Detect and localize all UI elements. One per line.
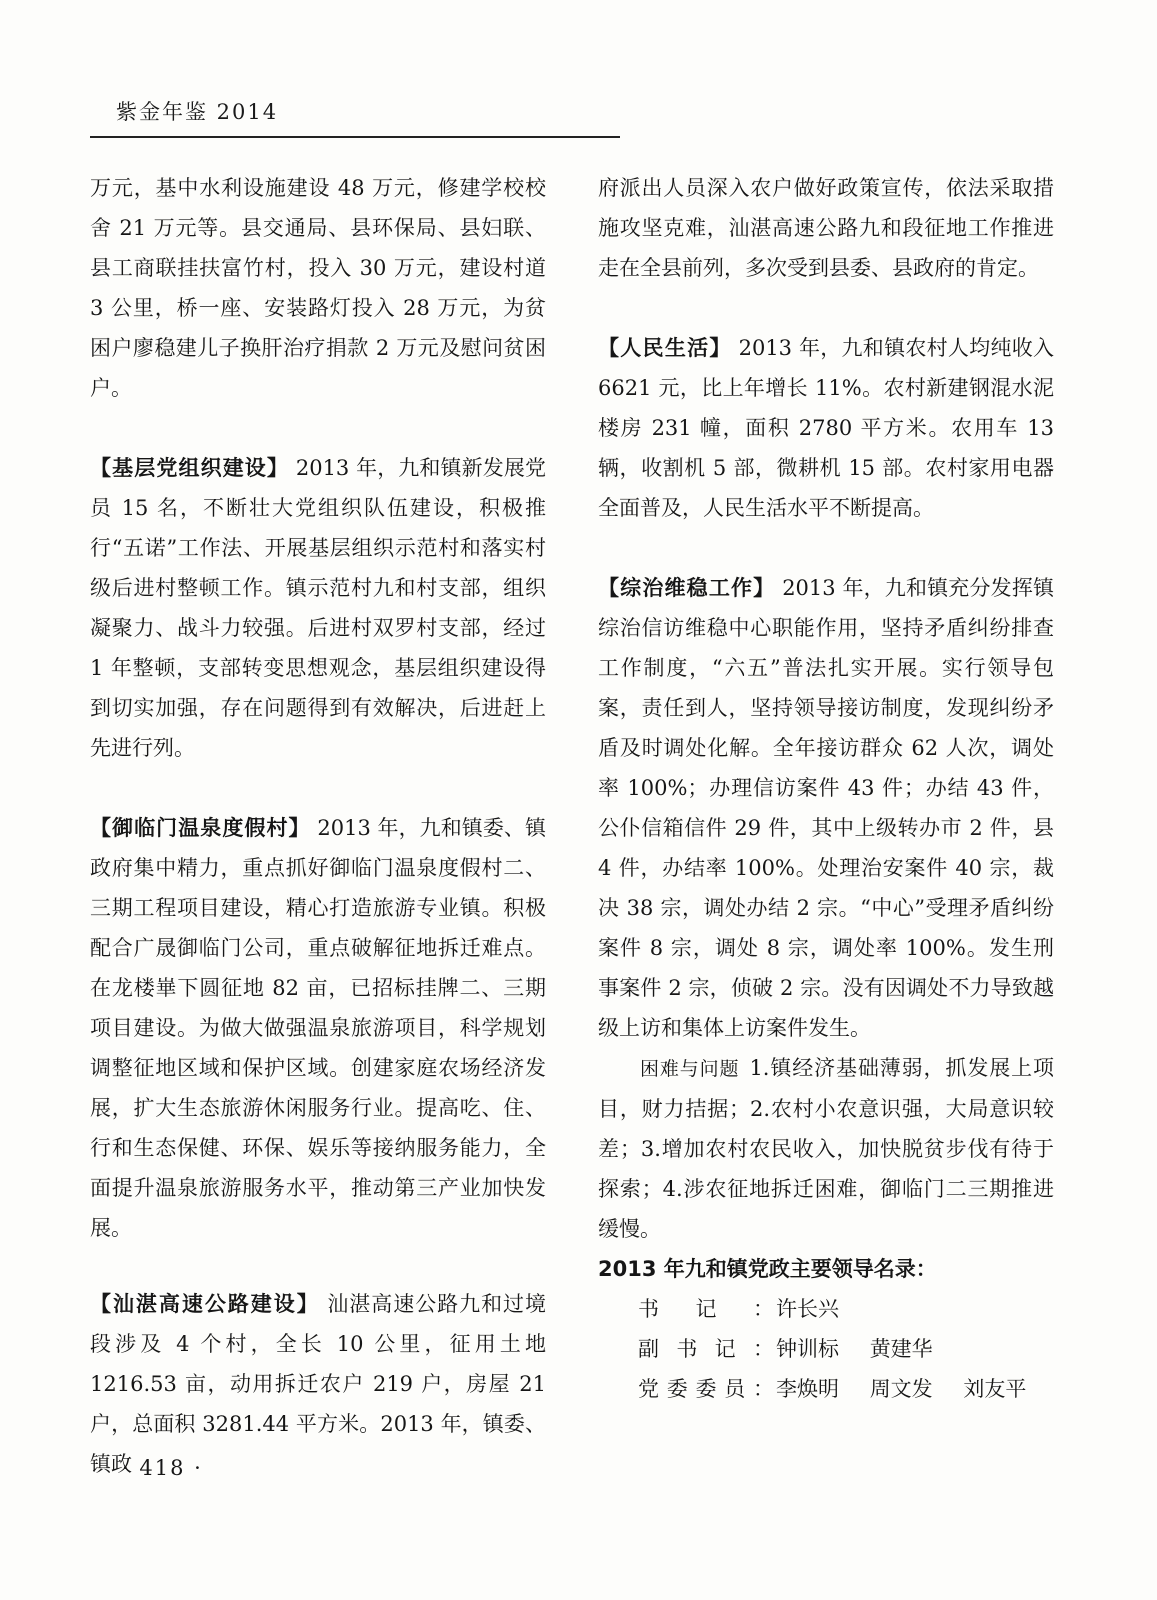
roster-row-secretary: [598, 1289, 1054, 1329]
roster-name: 黄建华: [869, 1337, 933, 1361]
roster-name: 许长兴: [776, 1297, 839, 1321]
roster-name: 周文发: [869, 1377, 933, 1401]
section-text: 汕湛高速公路九和过境段涉及 4 个村，全长 10 公里，征用土地 1216.53 亩，动用拆迁农户 219 户，房屋 21 户，总面积 3281.44 平方米。2013 年，镇委、镇政: [90, 1292, 547, 1476]
section-text: 2013 年，九和镇新发展党员 15 名，不断壮大党组织队伍建设，积极推行“五诺”工作法、开展基层组织示范村和落实村级后进村整顿工作。镇示范村九和村支部，组织凝聚力、战斗力较强。后进村双罗村支部，经过 1 年整顿，支部转变思想观念，基层组织建设得到切实加强，存在问题得到有效解决，后进赶上先进行列。: [90, 456, 546, 760]
issues-paragraph: [598, 1048, 1054, 1249]
issues-text: 1.镇经济基础薄弱，抓发展上项目，财力拮据；2.农村小农意识强，大局意识较差；3.增加农村农民收入，加快脱贫步伐有待于探索；4.涉农征地拆迁困难，御临门二三期推进缓慢。: [598, 1056, 1054, 1241]
roster-label: 党委委员：: [638, 1377, 774, 1401]
running-head: 紫金年鉴 2014: [116, 100, 279, 124]
section-living-standards: [598, 328, 1054, 528]
section-expressway: [90, 1284, 546, 1484]
section-text: 2013 年，九和镇农村人均纯收入 6621 元，比上年增长 11%。农村新建钢混水泥楼房 231 幢，面积 2780 平方米。农用车 13 辆，收割机 5 部，微耕机 15 部。农村家用电器全面普及，人民生活水平不断提高。: [598, 336, 1054, 520]
roster-names: [774, 1329, 957, 1369]
left-column: [90, 168, 546, 1484]
roster-title: 2013 年九和镇党政主要领导名录：: [598, 1257, 937, 1281]
roster-label: 书记：: [638, 1297, 774, 1321]
roster-name: 钟训标: [776, 1337, 839, 1361]
roster-row-committee-members: [598, 1369, 1054, 1409]
section-text: 2013 年，九和镇充分发挥镇综治信访维稳中心职能作用，坚持矛盾纠纷排查工作制度，“六五”普法扎实开展。实行领导包案，责任到人，坚持领导接访制度，发现纠纷矛盾及时调处化解。全年接访群众 62 人次，调处率 100%；办理信访案件 43 件；办结 43 件，公仆信箱信件 29 件，其中上级转办市 2 件，县 4 件，办结率 100%。处理治安案件 40 宗，裁决 38 宗，调处办结 2 宗。“中心”受理矛盾纠纷案件 8 宗，调处 8 宗，调处率 100%。发生刑事案件 2 宗，侦破 2 宗。没有因调处不力导致越级上访和集体上访案件发生。: [598, 576, 1054, 1040]
header-rule: [90, 136, 620, 138]
page-number: · 418 ·: [122, 1456, 203, 1480]
roster-name: 李焕明: [776, 1377, 839, 1401]
continued-paragraph: 万元，基中水利设施建设 48 万元，修建学校校舍 21 万元等。县交通局、县环保局、县妇联、县工商联挂扶富竹村，投入 30 万元，建设村道 3 公里，桥一座、安装路灯投入 28 万元，为贫困户廖稳建儿子换肝治疗捐款 2 万元及慰问贫困户。: [90, 176, 546, 400]
section-title: 【人民生活】: [598, 336, 732, 360]
roster-label: 副书记：: [638, 1337, 774, 1361]
continued-paragraph: 府派出人员深入农户做好政策宣传，依法采取措施攻坚克难，汕湛高速公路九和段征地工作推进走在全县前列，多次受到县委、县政府的肯定。: [598, 176, 1054, 280]
right-column: [598, 168, 1054, 1409]
section-party-building: [90, 448, 546, 768]
section-hot-spring-resort: [90, 808, 546, 1248]
section-text: 2013 年，九和镇委、镇政府集中精力，重点抓好御临门温泉度假村二、三期工程项目建设，精心打造旅游专业镇。积极配合广晟御临门公司，重点破解征地拆迁难点。在龙楼崋下圆征地 82 亩，已招标挂牌二、三期项目建设。为做大做强温泉旅游项目，科学规划调整征地区域和保护区域。创建家庭农场经济发展，扩大生态旅游休闲服务行业。提高吃、住、行和生态保健、环保、娱乐等接纳服务能力，全面提升温泉旅游服务水平，推动第三产业加快发展。: [90, 816, 546, 1240]
roster-names: [774, 1289, 863, 1329]
section-title: 【汕湛高速公路建设】: [90, 1292, 320, 1316]
section-title: 【综治维稳工作】: [598, 576, 776, 600]
roster-name: 刘友平: [963, 1377, 1027, 1401]
section-stability-work: [598, 568, 1054, 1048]
roster-row-deputy-secretary: [598, 1329, 1054, 1369]
section-title: 【御临门温泉度假村】: [90, 816, 311, 840]
section-title: 【基层党组织建设】: [90, 456, 290, 480]
issues-title: 困难与问题: [640, 1058, 740, 1080]
roster-names: [774, 1369, 1050, 1409]
